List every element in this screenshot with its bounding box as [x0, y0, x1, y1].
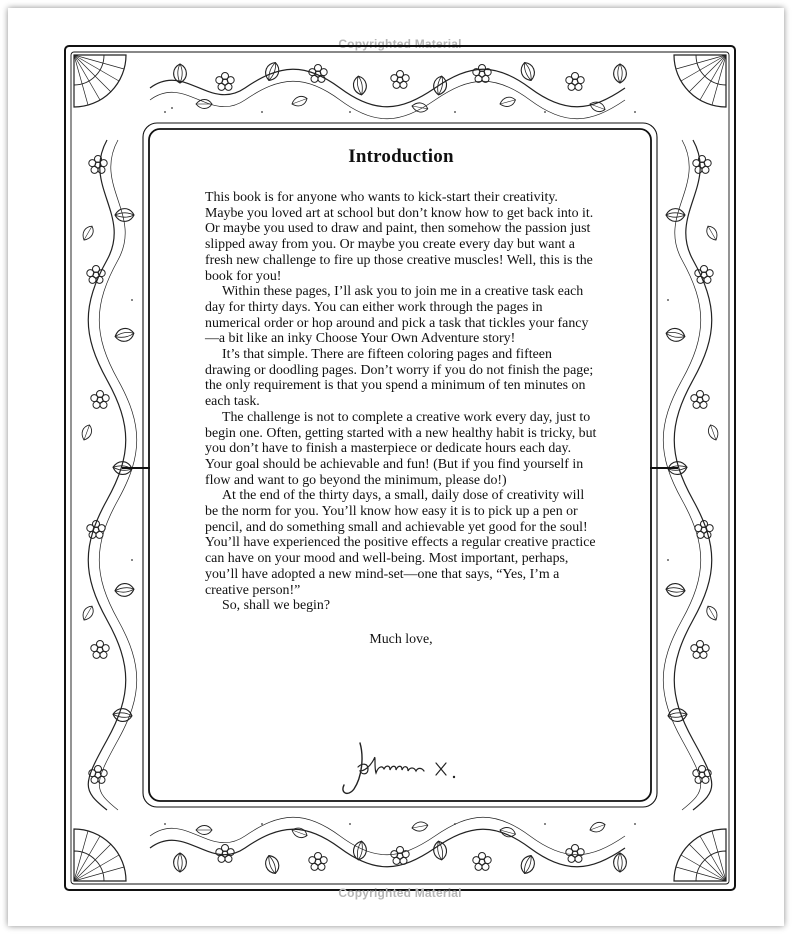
paragraph-2: Within these pages, I’ll ask you to join me in a creative task each day for thirty days. You can either work through the pages in numerical order or hop around and pick a task that tickles your fancy—a bit like an inky Choose Your Own Adventure story!: [205, 284, 589, 347]
watermark-top: Copyrighted Material: [338, 37, 462, 51]
paragraph-3: It’s that simple. There are fifteen coloring pages and fifteen drawing or doodling pages. Don’t worry if you do not finish the page; the only requirement is that you spend a minimum of ten minutes on each task.: [205, 347, 594, 410]
page-title: Introduction: [348, 146, 454, 167]
signoff: Much love,: [369, 631, 433, 647]
signature: [338, 737, 468, 803]
paragraph-1: This book is for anyone who wants to kick-start their creativity. Maybe you loved art at school but don’t know how to get back into it. Or maybe you used to draw and paint, then somehow the passion just slipped away from you. Or maybe you create every day but want a fresh new challenge to fire up those creative muscles! Well, this is the book for you!: [205, 190, 594, 284]
paragraph-5: At the end of the thirty days, a small, daily dose of creativity will be the norm for you. You’ll know how easy it is to pick up a pen or pencil, and do something small and achievable yet good for the soul! You’ll have experienced the positive effects a regular creative practice can have on your mood and well-being. Most important, perhaps, you’ll have adopted a new mind-set—one that says, “Yes, I’m a creative person!”: [205, 488, 596, 598]
paragraph-6: So, shall we begin?: [222, 598, 331, 614]
watermark-bottom: Copyrighted Material: [338, 886, 462, 900]
paragraph-4: The challenge is not to complete a creative work every day, just to begin one. Often, getting started with a new healthy habit is tricky, but you don’t have to finish a masterpiece or dedicate hours each day. Your goal should be achievable and fun! (But if you find yourself in flow and want to go beyond the minimum, please do!): [205, 409, 597, 488]
page-text-block: [205, 146, 597, 648]
